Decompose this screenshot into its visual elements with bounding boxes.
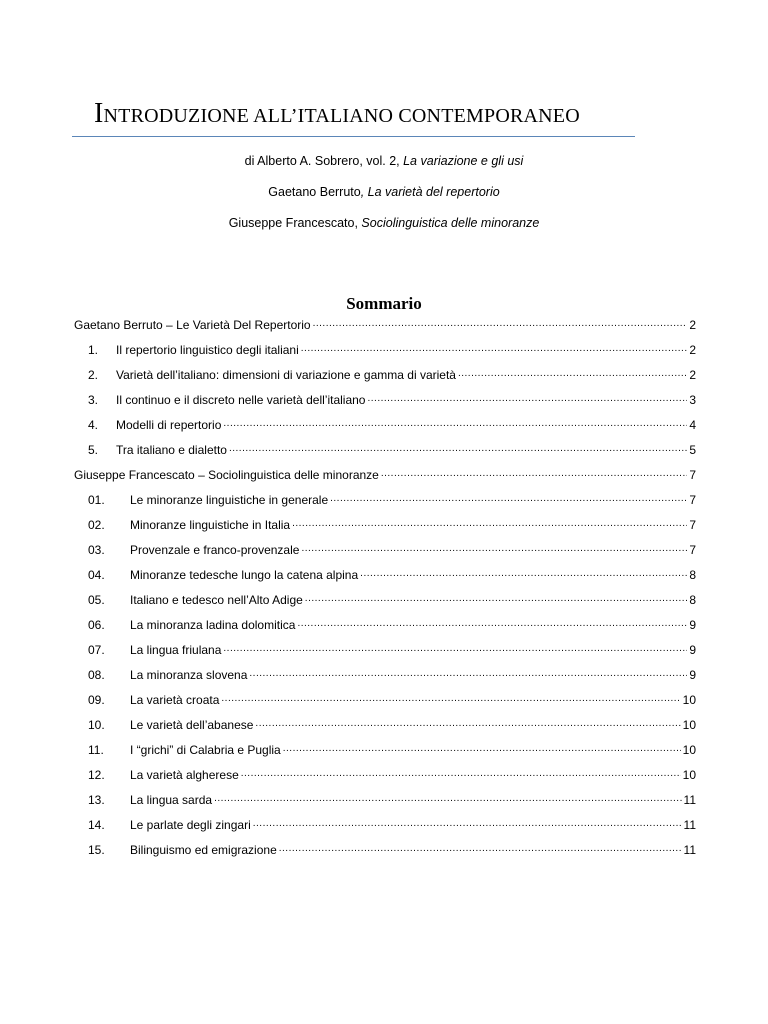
berruto-work: , La varietà del repertorio xyxy=(360,185,500,199)
toc-leader-dots xyxy=(297,613,687,633)
toc-entry[interactable] xyxy=(88,666,696,684)
toc-entry-number: 04. xyxy=(88,568,105,582)
toc-entry-page: 3 xyxy=(689,393,696,407)
toc-entry[interactable] xyxy=(88,841,696,859)
toc-entry[interactable] xyxy=(74,316,696,334)
toc-entry-number: 11. xyxy=(88,743,104,757)
toc-leader-dots xyxy=(360,563,687,583)
toc-entry-label: Minoranze linguistiche in Italia xyxy=(130,518,291,532)
author-line xyxy=(0,154,768,168)
toc-entry-label: La lingua friulana xyxy=(130,643,222,657)
toc-leader-dots xyxy=(381,463,687,483)
toc-entry[interactable] xyxy=(88,366,696,384)
toc-entry-number: 12. xyxy=(88,768,105,782)
toc-leader-dots xyxy=(253,813,682,833)
toc-leader-dots xyxy=(367,388,687,408)
toc-entry-page: 11 xyxy=(683,818,696,832)
francescato-work: Sociolinguistica delle minoranze xyxy=(361,216,540,230)
toc-entry-page: 4 xyxy=(689,418,696,432)
toc-entry[interactable] xyxy=(88,516,696,534)
toc-entry-label: Il repertorio linguistico degli italiani xyxy=(116,343,299,357)
toc-entry-label: Le minoranze linguistiche in generale xyxy=(130,493,329,507)
toc-entry[interactable] xyxy=(88,716,696,734)
title-initial: I xyxy=(94,98,104,129)
toc-entry-number: 13. xyxy=(88,793,105,807)
toc-entry-label: Bilinguismo ed emigrazione xyxy=(130,843,277,857)
toc-entry-label: La varietà algherese xyxy=(130,768,239,782)
toc-entry-label: Italiano e tedesco nell’Alto Adige xyxy=(130,593,303,607)
toc-entry-page: 7 xyxy=(689,518,696,532)
toc-leader-dots xyxy=(330,488,687,508)
toc-entry-label: Il continuo e il discreto nelle varietà dell’italiano xyxy=(116,393,366,407)
berruto-line xyxy=(0,185,768,199)
toc-entry-label: Tra italiano e dialetto xyxy=(116,443,227,457)
toc-entry[interactable] xyxy=(88,791,696,809)
title-divider xyxy=(72,136,635,137)
toc-leader-dots xyxy=(241,763,681,783)
toc-entry-label: Provenzale e franco-provenzale xyxy=(130,543,300,557)
toc-entry-label: La lingua sarda xyxy=(130,793,213,807)
toc-entry-number: 14. xyxy=(88,818,105,832)
toc-entry-label: Modelli di repertorio xyxy=(116,418,222,432)
toc-entry[interactable] xyxy=(88,766,696,784)
toc-entry[interactable] xyxy=(88,741,696,759)
toc-entry-page: 2 xyxy=(689,343,696,357)
toc-entry-page: 2 xyxy=(689,318,696,332)
toc-entry-number: 1. xyxy=(88,343,99,357)
toc-entry-number: 09. xyxy=(88,693,105,707)
toc-entry-label: Varietà dell’italiano: dimensioni di variazione e gamma di varietà xyxy=(116,368,456,382)
toc-entry-page: 9 xyxy=(689,618,696,632)
toc-leader-dots xyxy=(301,338,688,358)
toc-entry[interactable] xyxy=(88,616,696,634)
author-line-work: La variazione e gli usi xyxy=(403,154,524,168)
toc-entry-page: 7 xyxy=(689,543,696,557)
berruto-name: Gaetano Berruto xyxy=(268,185,361,199)
toc-entry-page: 9 xyxy=(689,668,696,682)
toc-entry-page: 9 xyxy=(689,643,696,657)
toc-entry-page: 10 xyxy=(682,743,696,757)
toc-entry-label: Le parlate degli zingari xyxy=(130,818,251,832)
toc-entry-page: 8 xyxy=(689,568,696,582)
toc-leader-dots xyxy=(255,713,680,733)
toc-leader-dots xyxy=(223,413,687,433)
title-rest: NTRODUZIONE ALL’ITALIANO CONTEMPORANEO xyxy=(103,105,580,127)
toc-entry-label: Gaetano Berruto – Le Varietà Del Repertorio xyxy=(74,318,311,332)
toc-entry[interactable] xyxy=(74,466,696,484)
toc-entry-number: 15. xyxy=(88,843,105,857)
toc-entry[interactable] xyxy=(88,341,696,359)
toc-leader-dots xyxy=(292,513,687,533)
francescato-name: Giuseppe Francescato, xyxy=(228,216,362,230)
toc-leader-dots xyxy=(458,363,687,383)
toc-entry-number: 08. xyxy=(88,668,105,682)
author-line-text: di Alberto A. Sobrero, vol. 2, xyxy=(244,154,404,168)
toc-entry-number: 2. xyxy=(88,368,99,382)
toc-entry-label: La minoranza slovena xyxy=(130,668,248,682)
toc-leader-dots xyxy=(279,838,682,858)
toc-entry-page: 10 xyxy=(682,693,696,707)
toc-entry-label: Giuseppe Francescato – Sociolinguistica delle minoranze xyxy=(74,468,379,482)
toc-entry[interactable] xyxy=(88,816,696,834)
toc-leader-dots xyxy=(283,738,681,758)
toc-heading: Sommario xyxy=(346,294,422,313)
toc-entry-page: 10 xyxy=(682,768,696,782)
toc-entry-page: 8 xyxy=(689,593,696,607)
toc-entry[interactable] xyxy=(88,591,696,609)
toc-leader-dots xyxy=(313,313,688,333)
toc-leader-dots xyxy=(301,538,687,558)
toc-entry[interactable] xyxy=(88,416,696,434)
toc-entry[interactable] xyxy=(88,566,696,584)
toc-entry-number: 06. xyxy=(88,618,105,632)
toc-leader-dots xyxy=(229,438,687,458)
toc-entry[interactable] xyxy=(88,691,696,709)
toc-entry-number: 3. xyxy=(88,393,99,407)
toc-leader-dots xyxy=(249,663,687,683)
toc-entry-label: La minoranza ladina dolomitica xyxy=(130,618,296,632)
toc-entry-label: Le varietà dell’abanese xyxy=(130,718,254,732)
toc-entry-number: 02. xyxy=(88,518,105,532)
document-title xyxy=(94,98,580,130)
toc-leader-dots xyxy=(223,638,687,658)
toc-entry[interactable] xyxy=(88,491,696,509)
toc-entry-label: La varietà croata xyxy=(130,693,220,707)
toc-entry[interactable] xyxy=(88,641,696,659)
toc-entry-number: 03. xyxy=(88,543,105,557)
toc-entry-page: 5 xyxy=(689,443,696,457)
toc-entry[interactable] xyxy=(88,441,696,459)
toc-entry-number: 10. xyxy=(88,718,105,732)
toc-leader-dots xyxy=(305,588,688,608)
francescato-line xyxy=(0,216,768,230)
toc-entry-page: 2 xyxy=(689,368,696,382)
toc-leader-dots xyxy=(214,788,681,808)
toc-entry-page: 7 xyxy=(689,468,696,482)
toc-entry-page: 10 xyxy=(682,718,696,732)
toc-entry-number: 05. xyxy=(88,593,105,607)
toc-entry-number: 5. xyxy=(88,443,99,457)
toc-entry-number: 4. xyxy=(88,418,99,432)
toc-entry-page: 11 xyxy=(683,793,696,807)
toc-entry-page: 7 xyxy=(689,493,696,507)
toc-entry-number: 07. xyxy=(88,643,105,657)
toc-leader-dots xyxy=(221,688,680,708)
toc-entry-page: 11 xyxy=(683,843,696,857)
toc-entry[interactable] xyxy=(88,391,696,409)
toc-entry-number: 01. xyxy=(88,493,105,507)
toc-entry[interactable] xyxy=(88,541,696,559)
toc-entry-label: Minoranze tedesche lungo la catena alpina xyxy=(130,568,359,582)
toc-entry-label: I “grichi” di Calabria e Puglia xyxy=(130,743,281,757)
